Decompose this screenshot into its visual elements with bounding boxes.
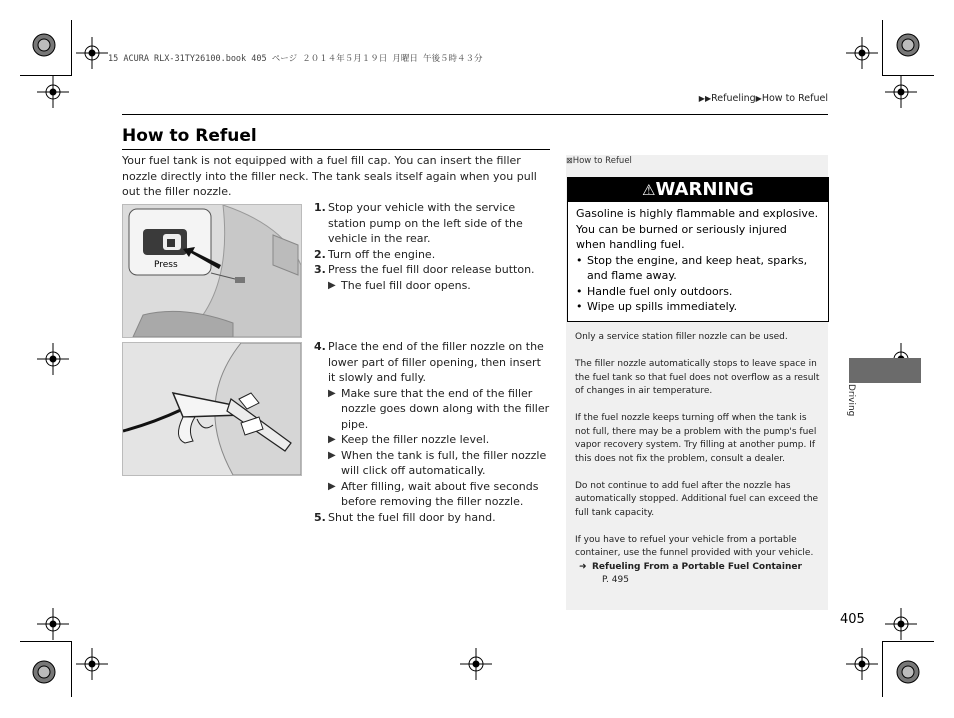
warning-header bbox=[568, 178, 828, 202]
list-item bbox=[314, 339, 550, 386]
sub-item bbox=[314, 432, 550, 448]
warning-box bbox=[567, 177, 829, 322]
cross-reference-page[interactable]: P. 495 bbox=[602, 575, 629, 585]
sidebar-notes bbox=[575, 331, 820, 588]
breadcrumb-section[interactable]: Refueling bbox=[711, 93, 756, 104]
step-number: 3. bbox=[314, 263, 326, 276]
note-paragraph: If you have to refuel your vehicle from a portable container, use the funnel provided with your vehicle. bbox=[575, 534, 814, 558]
list-item bbox=[314, 510, 550, 526]
title-rule bbox=[122, 149, 550, 150]
header-rule bbox=[122, 114, 828, 115]
sub-item bbox=[314, 479, 550, 510]
step-text: Turn off the engine. bbox=[328, 247, 436, 261]
list-item bbox=[314, 247, 550, 263]
chapter-tab[interactable] bbox=[849, 358, 921, 383]
warning-triangle-icon: ⚠ bbox=[642, 181, 656, 199]
step-number: 2. bbox=[314, 247, 326, 261]
sub-item bbox=[314, 448, 550, 479]
note-paragraph: Only a service station filler nozzle can be used. bbox=[575, 332, 788, 342]
warning-text: Gasoline is highly flammable and explosive. You can be burned or seriously injured when handling fuel. bbox=[576, 207, 819, 251]
arrow-icon: ▶ bbox=[328, 434, 336, 445]
sidebar-heading-text: How to Refuel bbox=[572, 156, 632, 166]
note-paragraph: If the fuel nozzle keeps turning off when the tank is not full, there may be a problem with the pump's fuel vapor recovery system. Try filling at another pump. If this does not fix the problem, consult a dealer. bbox=[575, 413, 817, 464]
arrow-icon: ▶ bbox=[328, 480, 336, 492]
sub-item bbox=[314, 278, 550, 294]
step-text: Press the fuel fill door release button. bbox=[328, 263, 535, 276]
warning-bullet: • Handle fuel only outdoors. bbox=[576, 284, 820, 300]
doc-ref-icon: ⊠ bbox=[566, 156, 573, 165]
note-paragraph: Do not continue to add fuel after the nozzle has automatically stopped. Additional fuel can exceed the full tank capacity. bbox=[575, 480, 819, 518]
arrow-icon: ▶ bbox=[328, 449, 336, 461]
fuel-door-button-figure bbox=[122, 204, 302, 338]
page-number: 405 bbox=[840, 612, 865, 627]
warning-bullet: • Stop the engine, and keep heat, sparks, and flame away. bbox=[576, 253, 820, 284]
step-number: 5. bbox=[314, 510, 326, 524]
cross-reference-link[interactable]: ➜ Refueling From a Portable Fuel Container bbox=[575, 561, 820, 575]
sub-text: Make sure that the end of the filler nozzle goes down along with the filler pipe. bbox=[341, 386, 550, 431]
sub-text: Keep the filler nozzle level. bbox=[341, 433, 490, 446]
step-text: Shut the fuel fill door by hand. bbox=[328, 510, 496, 524]
arrow-icon: ▶ bbox=[328, 387, 336, 399]
intro-paragraph: Your fuel tank is not equipped with a fuel fill cap. You can insert the filler nozzle directly into the filler neck. The tank seals itself again when you pull out the filler nozzle. bbox=[122, 154, 537, 198]
warning-body bbox=[568, 202, 828, 321]
list-item bbox=[314, 200, 550, 247]
step-text: Place the end of the filler nozzle on the lower part of filler opening, then insert it slowly and fully. bbox=[328, 340, 544, 384]
step-number: 1. bbox=[314, 201, 326, 214]
sidebar-heading bbox=[566, 156, 632, 166]
nozzle-illustration bbox=[123, 343, 301, 475]
note-paragraph: The filler nozzle automatically stops to leave space in the fuel tank so that fuel does not overflow as a result of changes in air temperature. bbox=[575, 359, 820, 396]
breadcrumb-separator: ▶ bbox=[755, 94, 762, 103]
chapter-tab-label[interactable]: Driving bbox=[846, 384, 856, 417]
steps-list-lower bbox=[314, 339, 550, 525]
warning-title: WARNING bbox=[655, 179, 754, 200]
sub-item bbox=[314, 386, 550, 433]
filler-nozzle-figure bbox=[122, 342, 302, 476]
steps-list-upper bbox=[314, 200, 550, 293]
page-title: How to Refuel bbox=[122, 126, 257, 146]
sub-text: After filling, wait about five seconds before removing the filler nozzle. bbox=[341, 479, 539, 508]
breadcrumb-page: How to Refuel bbox=[761, 93, 828, 104]
breadcrumb bbox=[699, 93, 828, 104]
warning-bullet: • Wipe up spills immediately. bbox=[576, 299, 820, 315]
press-label: Press bbox=[154, 260, 178, 270]
step-text: Stop your vehicle with the service station pump on the left side of the vehicle in the rear. bbox=[328, 201, 523, 245]
file-header: 15 ACURA RLX-31TY26100.book 405 ページ ２０１４年５月１９日 月曜日 午後５時４３分 bbox=[108, 54, 483, 64]
breadcrumb-arrows: ▶▶ bbox=[698, 94, 712, 103]
arrow-icon: ▶ bbox=[328, 279, 336, 291]
sub-text: The fuel fill door opens. bbox=[341, 278, 471, 292]
door-panel-illustration bbox=[123, 205, 301, 337]
step-number: 4. bbox=[314, 340, 326, 353]
list-item bbox=[314, 262, 550, 278]
sub-text: When the tank is full, the filler nozzle will click off automatically. bbox=[341, 448, 547, 477]
